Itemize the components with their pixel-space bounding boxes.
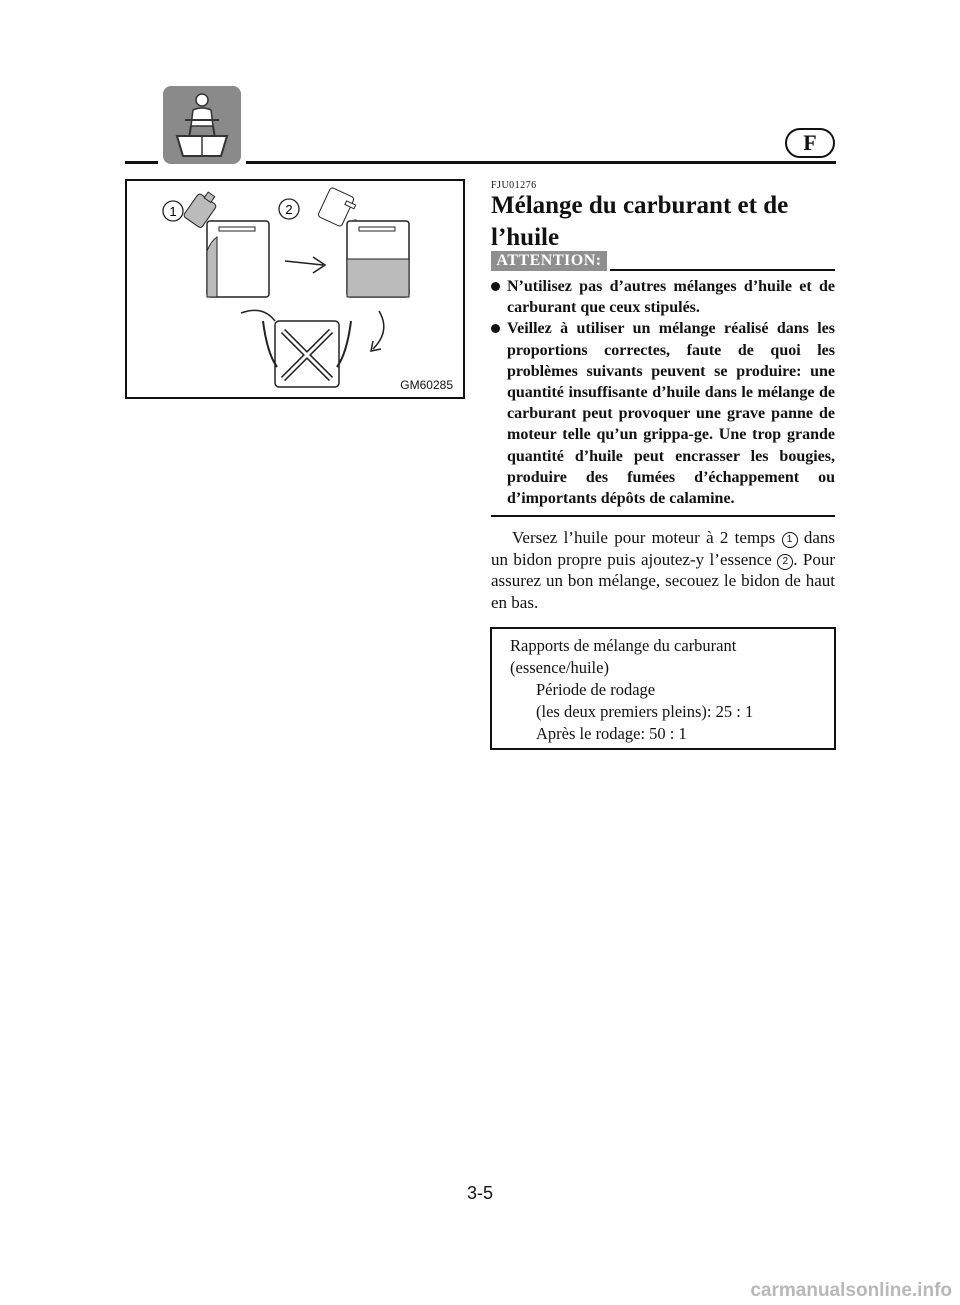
header-rule-left — [125, 161, 158, 164]
attention-list — [491, 276, 835, 509]
ref-2-marker: 2 — [777, 554, 793, 570]
attention-item-text: N’utilisez pas d’autres mélanges d’huile et de carburant que ceux stipulés. — [507, 278, 835, 317]
mixing-diagram — [127, 181, 463, 397]
instructions-text: dans un bidon propre puis ajoutez-y l’essence — [491, 528, 836, 569]
callout-2: 2 — [285, 202, 293, 217]
header-rule-right — [246, 161, 836, 164]
figure-code: GM60285 — [400, 378, 453, 392]
bullet-icon — [491, 282, 500, 291]
attention-item — [491, 276, 835, 318]
spec-after-break-in-ratio: Après le rodage: 50 : 1 — [536, 724, 687, 743]
fuel-mixing-illustration — [125, 179, 465, 399]
ref-1-marker: 1 — [782, 532, 798, 548]
attention-item-text: Veillez à utiliser un mélange réalisé dans les proportions correctes, faute de quoi les problèmes suivants peuvent se produire: une quantité insuffisante d’huile dans le mélange de carburant peut provoquer une grave panne de moteur telle qu’un grippa-ge. Une trop grande quantité d’huile peut encrasser les bougies, produire des fumées d’échappement ou d’importants dépôts de calamine. — [507, 320, 835, 508]
callout-1: 1 — [169, 204, 177, 219]
instructions-text: . Pour assurez un bon mélange, secouez le bidon de haut en bas. — [491, 549, 835, 612]
watermark: carmanualsonline.info — [750, 1280, 952, 1301]
section-title-line1: Mélange du carburant et de — [491, 192, 789, 219]
attention-item — [491, 318, 835, 509]
section-title — [491, 190, 836, 254]
watercraft-rider-icon — [163, 86, 241, 164]
attention-rule-bottom — [491, 515, 835, 517]
spec-subheading: (essence/huile) — [510, 658, 609, 677]
language-badge: F — [785, 128, 835, 158]
spec-break-in-ratio: (les deux premiers pleins): 25 : 1 — [536, 702, 754, 721]
spec-heading: Rapports de mélange du carburant — [510, 636, 737, 655]
page-number: 3-5 — [466, 1183, 493, 1203]
instructions-text: Versez l’huile pour moteur à 2 temps — [512, 528, 776, 547]
section-title-line2: l’huile — [491, 224, 560, 251]
attention-label: ATTENTION: — [491, 251, 607, 271]
section-code: FJU01276 — [491, 180, 537, 191]
attention-rule-top — [610, 269, 835, 271]
mixing-ratio-box — [490, 627, 836, 750]
instructions-paragraph — [491, 527, 835, 613]
bullet-icon — [491, 324, 500, 333]
spec-break-in-label: Période de rodage — [536, 680, 656, 699]
